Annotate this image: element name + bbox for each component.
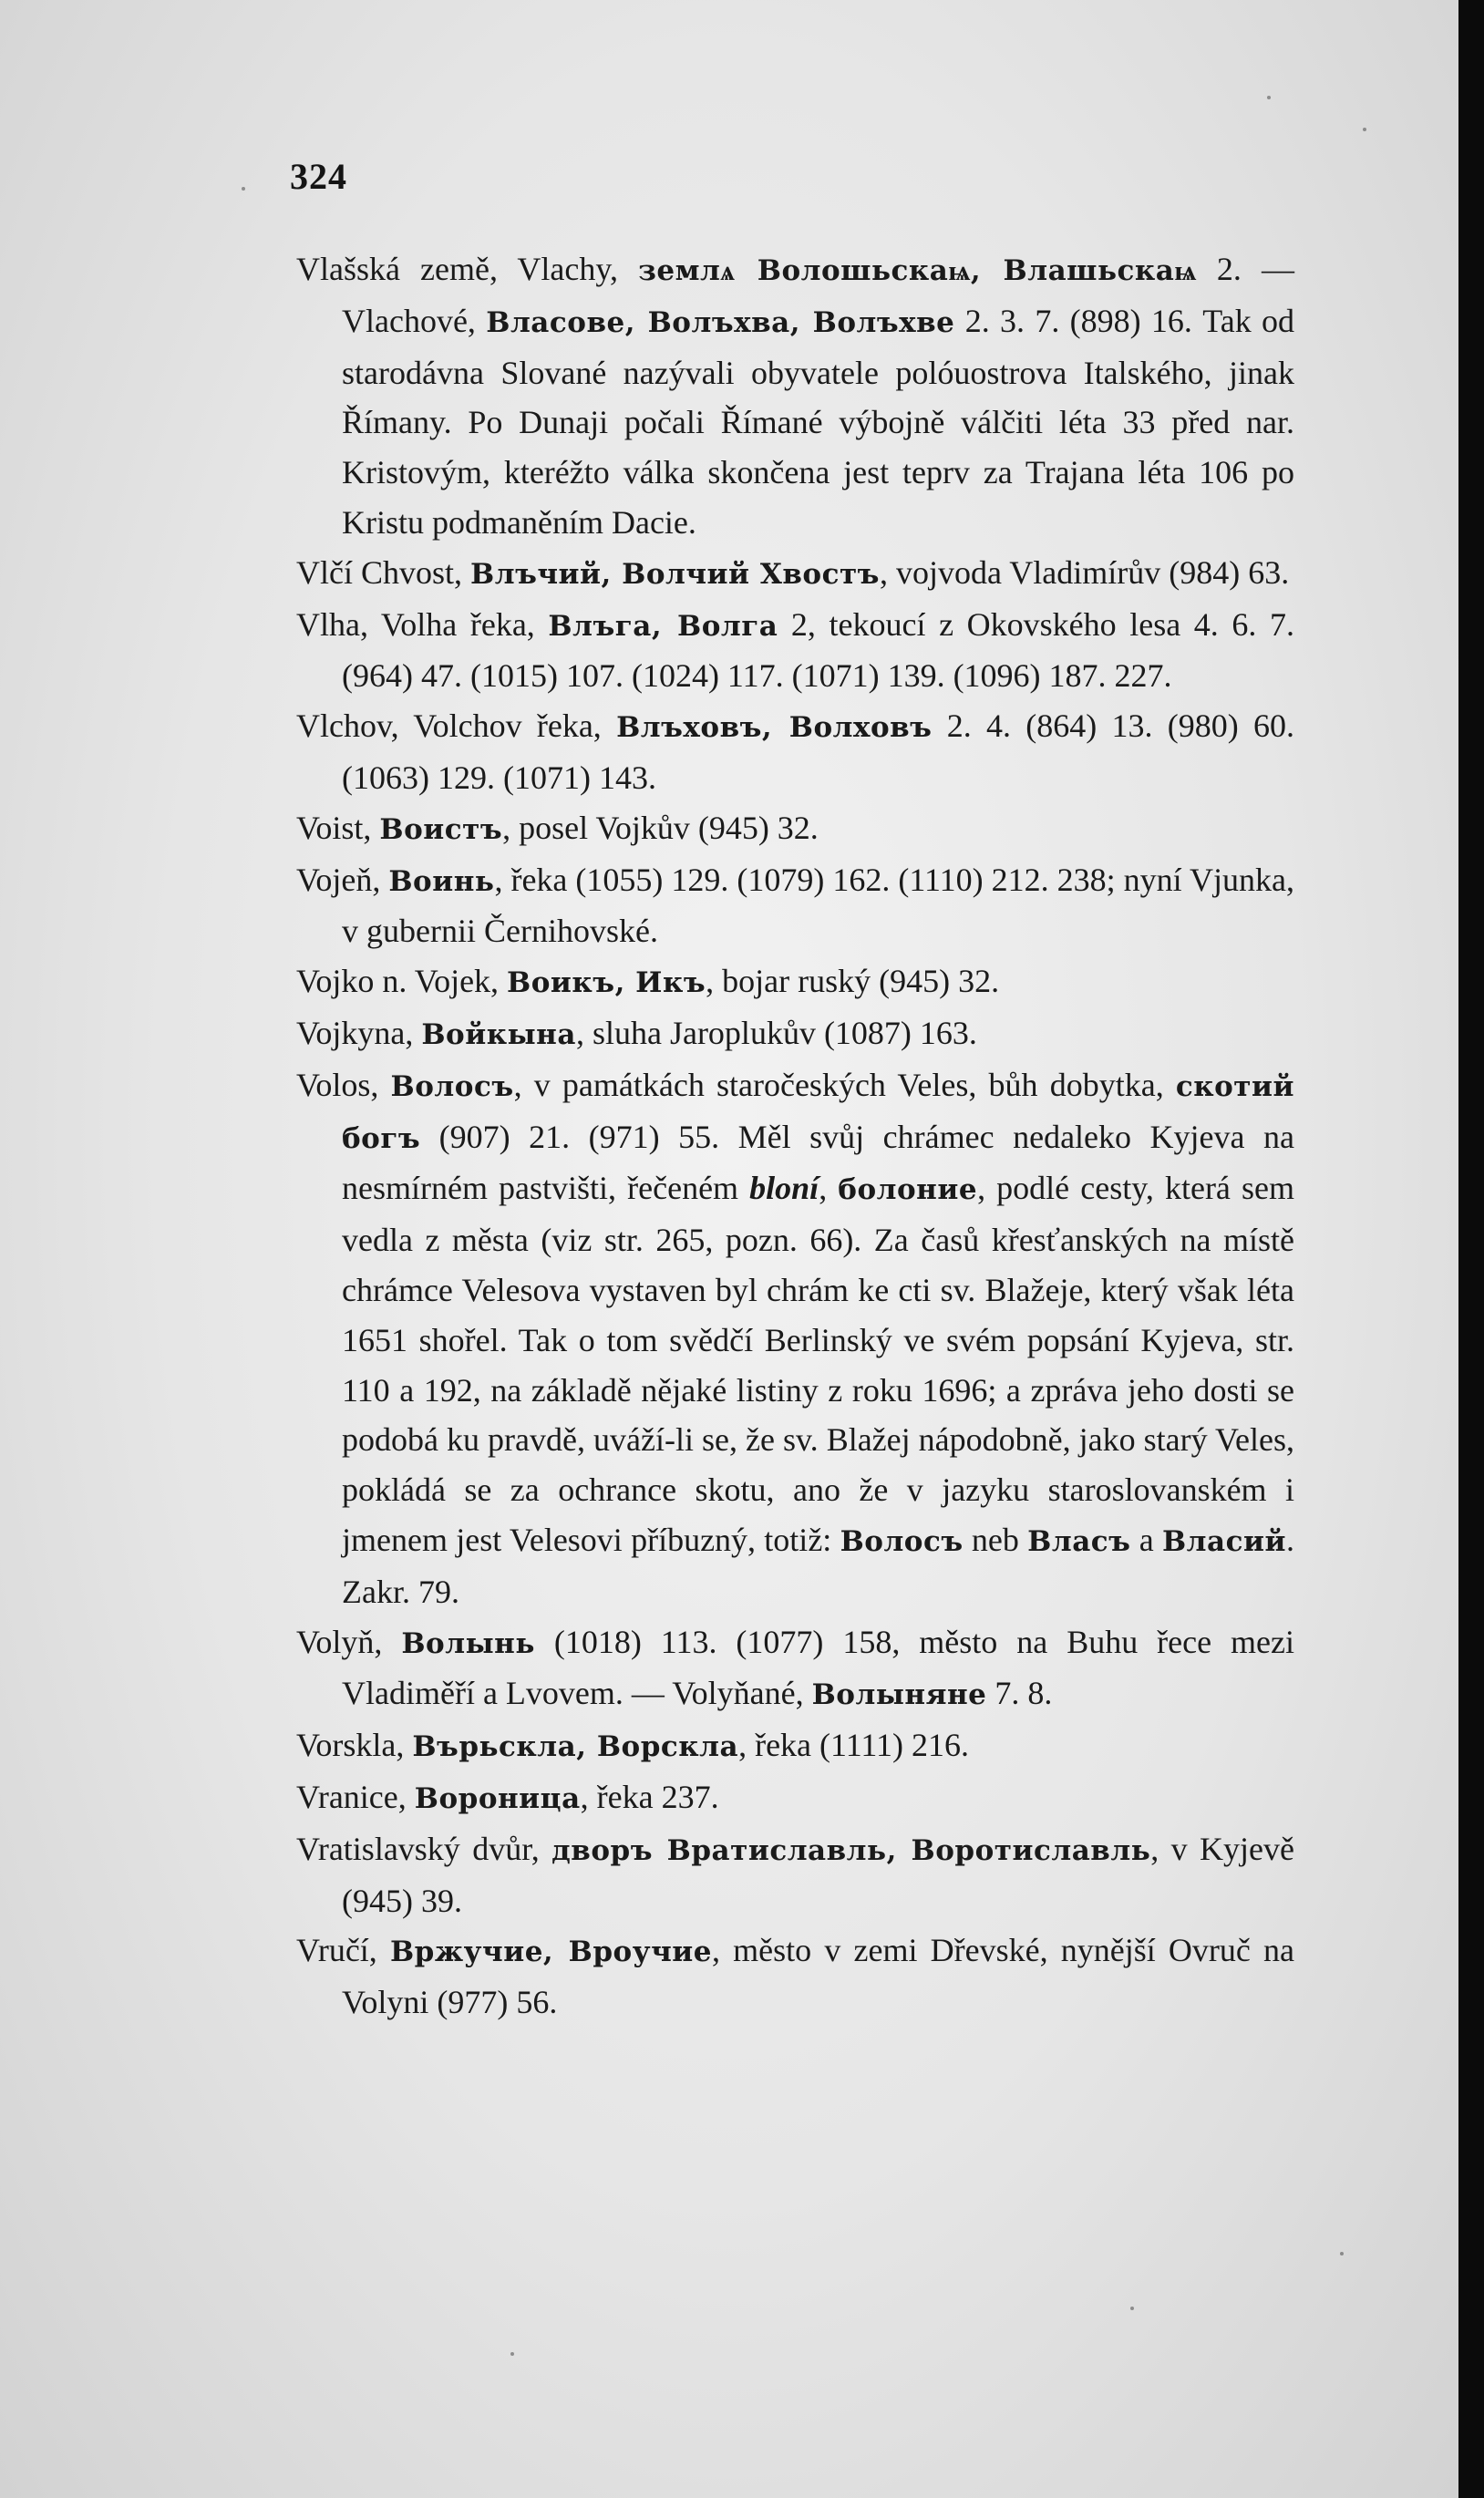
entry-text: , řeka (1111) 216.: [738, 1727, 970, 1764]
entry-text: ,: [819, 1170, 839, 1207]
dictionary-entry: [296, 1008, 1294, 1060]
entry-text: a: [1130, 1521, 1162, 1558]
dictionary-entry: [296, 803, 1294, 855]
cyrillic-form: землѧ Волошьскаѩ, Влашьскаѩ: [638, 254, 1197, 287]
entry-text: Vojeň,: [296, 861, 389, 898]
entry-text: Vlchov, Volchov řeka,: [296, 707, 617, 745]
entry-text: 2, tekoucí z Okovského lesa 4. 6. 7. (964) 47. (1015) 107. (1024) 117. (1071) 139. (1096) 187. 227.: [342, 605, 1294, 695]
entry-text: , posel Vojkův (945) 32.: [502, 809, 819, 846]
entry-text: Volos,: [296, 1066, 391, 1103]
scan-speck: [510, 2352, 514, 2356]
entry-text: Vratislavský dvůr,: [296, 1830, 552, 1867]
cyrillic-form: скотий богъ: [342, 1069, 1294, 1155]
dictionary-entry: [296, 548, 1294, 600]
cyrillic-form: Върьскла, Ворскла: [412, 1730, 739, 1764]
entry-text: Vojkyna,: [296, 1014, 422, 1051]
cyrillic-form: Волосъ: [390, 1069, 514, 1103]
entry-text: , podlé cesty, která sem vedla z města (viz str. 265, pozn. 66). Za časů křesťanských na místě chrámce Velesova vystaven byl chrám ke cti sv. Blažeje, který však léta 1651 shořel. Tak o tom svědčí Berlinský ve svém popsání Kyjeva, str. 110 a 192, na základě nějaké listiny z roku 1696; a zpráva jeho dosti se podobá ku pravdě, uváží-li se, že sv. Blažej nápodobně, jako starý Veles, pokládá se za ochrance skotu, ano že v jazyku staroslovanském i jmenem jest Velesovi příbuzný, totiž:: [342, 1170, 1294, 1558]
page-edge-shadow: [1458, 0, 1484, 2498]
entry-text: , řeka 237.: [580, 1778, 719, 1815]
entry-text: 2. — Vlachové,: [342, 251, 1295, 339]
cyrillic-form: Волосъ: [840, 1524, 964, 1558]
entry-text: , město v zemi Dřevské, nynější Ovruč na Volyni (977) 56.: [342, 1932, 1295, 2021]
dictionary-entry: [296, 244, 1294, 548]
dictionary-entry: [296, 1060, 1294, 1617]
dictionary-entry: [296, 855, 1294, 957]
cyrillic-form: Волыняне: [811, 1678, 987, 1712]
entry-text: (907) 21. (971) 55. Měl svůj chrámec nedaleko Kyjeva na nesmírném pastvišti, řečeném: [342, 1118, 1294, 1207]
entry-text: , bojar ruský (945) 32.: [706, 963, 1000, 1000]
entry-text: , v Kyjevě (945) 39.: [342, 1830, 1294, 1919]
entry-text: , vojvoda Vladimírův (984) 63.: [879, 553, 1290, 591]
entry-text: . Zakr. 79.: [342, 1521, 1294, 1610]
entry-text: 2. 4. (864) 13. (980) 60. (1063) 129. (1071) 143.: [342, 707, 1295, 796]
dictionary-entry: [296, 1772, 1294, 1824]
scan-speck: [1130, 2307, 1134, 2310]
dictionary-entry: [296, 1720, 1294, 1772]
dictionary-entry: [296, 956, 1294, 1008]
scan-speck: [1267, 96, 1271, 99]
cyrillic-form: Власъ: [1027, 1524, 1131, 1558]
cyrillic-form: Воистъ: [379, 812, 503, 846]
entry-text: Vojko n. Vojek,: [296, 963, 508, 1000]
entry-text: , sluha Jaroplukův (1087) 163.: [575, 1014, 977, 1051]
cyrillic-form: Влъховъ, Волховъ: [616, 711, 933, 745]
entry-text: Vlčí Chvost,: [296, 553, 471, 591]
dictionary-entries: [296, 244, 1294, 2028]
page-number: 324: [290, 156, 347, 197]
dictionary-entry: [296, 1824, 1294, 1926]
entry-text: 7. 8.: [986, 1675, 1053, 1712]
cyrillic-form: Вороница: [414, 1781, 581, 1815]
dictionary-entry: [296, 1925, 1294, 2028]
italic-term: bloní: [749, 1170, 819, 1207]
dictionary-entry: [296, 701, 1294, 803]
cyrillic-form: дворъ Вратиславль, Воротиславль: [551, 1833, 1151, 1867]
cyrillic-form: Воинь: [388, 864, 495, 898]
cyrillic-form: Власове, Волъхва, Волъхве: [486, 305, 955, 339]
scan-speck: [1340, 2252, 1344, 2255]
entry-text: Vlha, Volha řeka,: [296, 605, 549, 643]
entry-text: Voist,: [296, 809, 380, 846]
entry-text: 2. 3. 7. (898) 16. Tak od starodávna Slované nazývali obyvatele polóuostrova Italského, jinak Římany. Po Dunaji počali Římané výbojně válčiti léta 33 před nar. Kristovým, kteréžto válka skončena jest teprv za Trajana léta 106 po Kristu podmaněním Dacie.: [342, 302, 1294, 541]
entry-text: (1018) 113. (1077) 158, město na Buhu řece mezi Vladiměří a Lvovem. — Volyňané,: [342, 1623, 1295, 1712]
cyrillic-form: Влъчий, Волчий Хвостъ: [470, 557, 880, 591]
dictionary-entry: [296, 600, 1294, 702]
scan-speck: [1363, 128, 1366, 131]
cyrillic-form: Влъга, Волга: [548, 609, 778, 643]
entry-text: , řeka (1055) 129. (1079) 162. (1110) 212. 238; nyní Vjunka, v gubernii Černihovské.: [342, 861, 1294, 950]
entry-text: Vranice,: [296, 1778, 415, 1815]
entry-text: , v památkách staročeských Veles, bůh dobytka,: [513, 1066, 1176, 1103]
cyrillic-form: Власий: [1161, 1524, 1286, 1558]
cyrillic-form: Вржучие, Вроучие: [389, 1935, 712, 1969]
cyrillic-form: Волынь: [401, 1626, 535, 1660]
scan-speck: [242, 187, 245, 191]
entry-text: Vlašská země, Vlachy,: [296, 251, 639, 287]
entry-text: Vorskla,: [296, 1727, 413, 1764]
entry-text: neb: [963, 1521, 1028, 1558]
cyrillic-form: болоние: [838, 1173, 978, 1207]
cyrillic-form: Воикъ, Икъ: [507, 966, 706, 1000]
entry-text: Volyň,: [296, 1623, 402, 1660]
dictionary-entry: [296, 1617, 1294, 1721]
cyrillic-form: Войкына: [421, 1017, 576, 1051]
entry-text: Vručí,: [296, 1932, 390, 1969]
